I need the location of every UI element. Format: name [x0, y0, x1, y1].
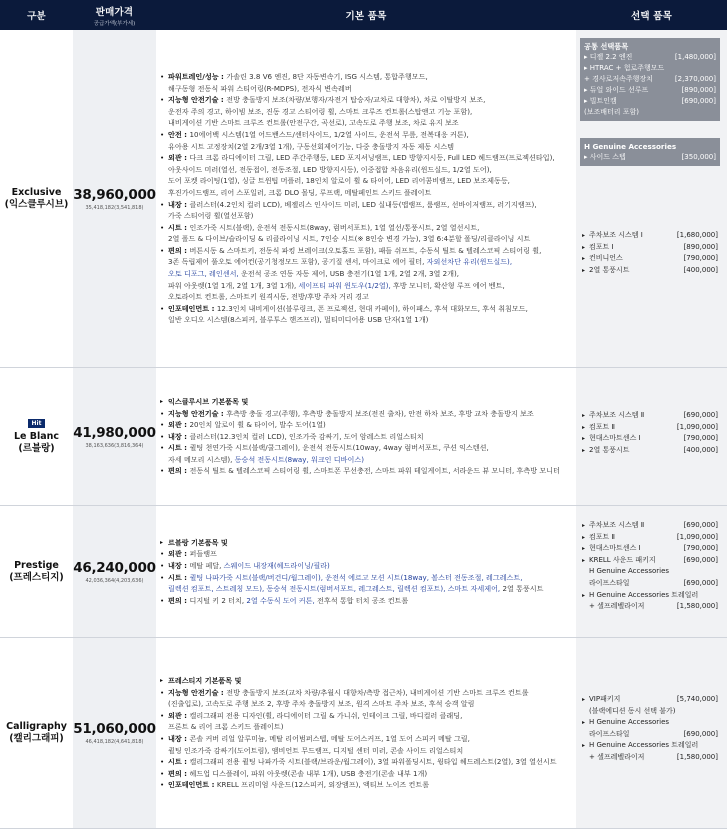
basic-item-text: 해구동형 전동식 파워 스티어링(R-MDPS), 전자식 변속레버	[168, 83, 352, 93]
basic-item-value: 12.3인치 내비게이션(블루링크, 폰 프로젝션, 현대 카페이), 하이패스, 후석 대화모드, 후석 취침모드,	[216, 303, 528, 313]
trim-price: 38,960,000	[73, 186, 156, 203]
option-item	[582, 242, 718, 254]
basic-item-line	[160, 233, 575, 245]
basic-item-text: 후진가이드램프, 리어 스포일러, 크롬 DLO 몰딩, 루프랙, 메탈페인트 스키드 플레이트	[168, 187, 432, 197]
genuine-option	[584, 152, 716, 163]
basic-item-value: 퀼팅 천연가죽 시트(블랙/쿨그레이), 운전석 전동시트(10way, 4way 럼버서포트, 쿠션 익스텐션,	[189, 443, 489, 453]
basic-item-text: 자세 메모리 시스템),	[168, 454, 235, 464]
basic-item-value: 캘리그래피 전용 디자인(휠, 라디에이터 그릴 & 가니쉬, 인테이크 그릴, 바디컬러 클래딩,	[189, 710, 463, 720]
header-price	[73, 0, 156, 30]
basic-item-text: 도어 포켓 라이팅(1열), 싱글 트윈팁 머플러, 18인치 알로이 휠 & 타이어, LED 리어콤비램프, LED 보조제동등,	[168, 176, 510, 186]
genuine-option-price: [350,000]	[681, 153, 716, 161]
trim-price-sub: 46,418,182(4,641,818)	[85, 739, 144, 745]
basic-item-line	[160, 465, 575, 477]
common-option-price: [890,000]	[681, 86, 716, 94]
basic-item-key: 편의 :	[168, 245, 190, 255]
basic-item-line	[160, 129, 575, 141]
basic-item-line	[160, 687, 575, 699]
genuine-accessories-box	[580, 138, 720, 166]
basic-items	[160, 368, 575, 505]
option-price: [1,680,000]	[676, 231, 718, 239]
option-label: H Genuine Accessories	[589, 567, 670, 576]
basic-item-key: 편의 :	[168, 595, 190, 605]
option-price: [400,000]	[683, 265, 718, 274]
option-item	[582, 706, 718, 718]
common-option-price: [2,370,000]	[674, 75, 716, 83]
table-header	[0, 0, 727, 30]
trim-name-kr: (익스클루시브)	[4, 198, 69, 210]
basic-item-key: 지능형 안전기술 :	[168, 687, 227, 697]
option-item	[582, 433, 718, 445]
basic-item-value: 전동식 틸트 & 텔레스코픽 스티어링 휠, 스마트폰 무선충전, 스마트 파워 테일게이트, 서라운드 뷰 모니터, 후측방 모니터	[189, 466, 560, 476]
basic-item-value: 클러스터(12.3인치 컬러 LCD), 인조가죽 감싸기, 도어 암레스트 리얼스티치	[189, 431, 424, 441]
common-options-box	[580, 38, 720, 121]
basic-item-line	[160, 164, 575, 176]
option-label: ▸ 주차보조 시스템 Ⅰ	[582, 230, 643, 242]
basic-item-key: 외관 :	[168, 710, 190, 720]
option-list	[582, 694, 718, 764]
option-label: ▸ 주차보조 시스템 Ⅱ	[582, 410, 644, 422]
option-price: [5,740,000]	[676, 695, 718, 703]
basic-item-line	[160, 117, 575, 129]
header-price-label: 판매가격	[95, 6, 134, 18]
basic-item-value: KRELL 프리미엄 사운드(12스피커, 외장앰프), 액티브 노이즈 컨트롤	[216, 780, 430, 790]
option-label: ▸ 2열 통풍시트	[582, 265, 630, 277]
option-list	[582, 520, 718, 613]
option-label: + 셀프레벨라이저	[589, 752, 645, 761]
basic-item-value: 다크 크롬 라디에이터 그릴, LED 주간주행등, LED 포지셔닝램프, LED 방향지시등, Full LED 헤드램프(프로젝션타입),	[189, 153, 555, 163]
option-label: ▸ 주차보조 시스템 Ⅱ	[582, 520, 644, 532]
option-item	[582, 520, 718, 532]
option-item	[582, 265, 718, 277]
option-item	[582, 555, 718, 567]
genuine-accessories-title: H Genuine Accessories	[584, 142, 677, 151]
option-item	[582, 740, 718, 752]
option-price: [690,000]	[683, 578, 718, 587]
basic-items	[160, 638, 575, 828]
common-option	[584, 96, 716, 107]
basic-item-value: 메탈 페달,	[189, 560, 224, 570]
option-label: + 셀프레벨라이저	[589, 602, 645, 611]
option-item	[582, 422, 718, 434]
basic-item-value: 클러스터(4.2인치 컬러 LCD), 베젤리스 인사이드 미러, LED 실내등(맵램프, 룸램프, 선바이저램프, 러기지램프),	[189, 199, 537, 209]
basic-item-line	[160, 583, 575, 595]
trim-name: Le Blanc	[13, 430, 60, 442]
trim-price-sub: 35,418,182(3,541,818)	[85, 204, 144, 211]
option-item	[582, 566, 718, 578]
trim-price: 46,240,000	[73, 559, 156, 576]
header-trim	[0, 0, 73, 30]
basic-item-text: 일반 오디오 시스템(8스피커, 블루투스 핸즈프리), 멀티미디어용 USB 단자(1열 1개)	[168, 315, 429, 325]
option-price: [790,000]	[683, 434, 718, 443]
basic-item-line	[160, 698, 575, 710]
basic-item-value: 전방 충돌방지 보조(교차 차량/추월시 대향차/측방 접근차), 내비게이션 기반 스마트 크루즈 컨트롤	[226, 687, 529, 697]
basic-item-line	[160, 779, 575, 791]
option-price: [1,580,000]	[676, 752, 718, 761]
common-options-title: 공통 선택품목	[584, 42, 629, 51]
common-option-label: ▸ 빌트인캠	[584, 97, 617, 105]
option-price: [790,000]	[683, 544, 718, 553]
basic-items	[160, 30, 575, 367]
basic-item-line	[160, 199, 575, 211]
basic-item-value: 헤드업 디스플레이, 파워 아웃렛(콘솔 내부 1개), USB 충전기(콘솔 내부 1개)	[189, 768, 428, 778]
option-item	[582, 532, 718, 544]
basic-item-highlight: 2열 수동식 도어 커튼,	[246, 595, 315, 605]
trim-name-kr: (캘리그래피)	[9, 733, 64, 744]
trim-price-sub: 42,036,364(4,203,636)	[85, 577, 144, 584]
basic-item-line	[160, 756, 575, 768]
basic-item-key: 편의 :	[168, 466, 190, 476]
trim-name: Exclusive	[11, 186, 62, 198]
basic-item-line	[160, 291, 575, 303]
basic-item-highlight: 동승석 전동시트(8way, 워크인 디바이스)	[234, 454, 364, 464]
basic-item-line	[160, 408, 575, 420]
basic-item-line	[160, 431, 575, 443]
basic-item-highlight: 스웨이드 내장재(헤드라이닝/필라)	[223, 560, 330, 570]
basic-item-line	[160, 572, 575, 584]
basic-item-key: 시트 :	[168, 222, 190, 232]
basic-item-key: 시트 :	[168, 757, 190, 767]
option-item	[582, 578, 718, 590]
option-label: 라이프스타일	[589, 578, 630, 587]
common-option-label: (보조배터리 포함)	[584, 108, 640, 116]
option-label: ▸ H Genuine Accessories	[582, 717, 669, 729]
common-option-label: + 경사로저속주행장치	[584, 75, 653, 83]
basic-item-highlight: 릴렉션 컴포트, 스트레칭 모드), 동승석 전동시트(럼버서포트, 레그레스트, 릴렉션 컴포트), 스마트 자세제어,	[168, 584, 501, 594]
option-label: 라이프스타일	[589, 729, 630, 738]
option-price: [1,580,000]	[676, 602, 718, 611]
basic-item-line	[160, 454, 575, 466]
option-label: ▸ KRELL 사운드 패키지	[582, 555, 656, 567]
header-options-label: 선택 품목	[630, 11, 672, 22]
basic-item-line	[160, 560, 575, 572]
trim-price-sub: 38,163,636(3,816,364)	[85, 442, 144, 449]
common-option	[584, 107, 716, 118]
option-price: [690,000]	[683, 555, 718, 564]
option-item	[582, 752, 718, 764]
basic-item-line	[160, 710, 575, 722]
basic-item-line	[160, 175, 575, 187]
option-label: (블랙에디션 동시 선택 불가)	[589, 706, 676, 715]
basic-item-highlight: 오토 디포그, 레인센서,	[168, 269, 239, 279]
basic-item-value: 콘솔 커버 리얼 알루미늄, 메탈 리어범퍼스텝, 메탈 도어스커프, 1열 도어 스피커 메탈 그릴,	[189, 734, 470, 743]
common-option	[584, 74, 716, 85]
basic-item-line	[160, 745, 575, 757]
basic-item-text: 유아용 시트 고정장치(2열 2개/3열 1개), 구동선회제어기능, 다중 충돌방지 자동 제동 시스템	[168, 141, 455, 151]
trim-name: Prestige	[14, 559, 59, 571]
basic-item-line	[160, 268, 575, 280]
header-options	[576, 0, 727, 30]
basic-item-key: 내장 :	[168, 560, 190, 570]
option-item	[582, 410, 718, 422]
basic-item-line	[160, 141, 575, 153]
common-option-price: [1,480,000]	[674, 53, 716, 61]
basic-item-highlight: 퀼팅 나파가죽 시트(블랙/버건디/웜그레이), 운전석 에르고 모션 시트(18way, 볼스터 전동조절, 레그레스트,	[189, 572, 523, 582]
common-option	[584, 52, 716, 63]
trim-name-cell	[0, 368, 73, 505]
price-cell	[73, 30, 156, 367]
common-option-label: ▸ 디젤 2.2 엔진	[584, 53, 633, 61]
basic-item-text: 가죽 스티어링 휠(열선포함)	[168, 211, 254, 221]
basic-item-key: 내장 :	[168, 734, 190, 743]
option-item	[582, 543, 718, 555]
trim-name-kr: (프레스티지)	[9, 571, 64, 583]
basic-item-line	[160, 280, 575, 292]
basic-items	[160, 506, 575, 637]
trim-name: Calligraphy	[6, 721, 67, 732]
basic-item-text: 파워 아웃렛(1열 1개, 2열 1개, 3열 1개),	[168, 280, 299, 290]
trim-name-kr: (르블랑)	[18, 442, 55, 454]
basic-item-key: 외관 :	[168, 420, 190, 430]
basic-item-value: 버튼시동 & 스마트키, 전동식 파킹 브레이크(오토홀드 포함), 패들 쉬프트, 수동식 틸트 & 텔레스코픽 스티어링 휠,	[189, 245, 542, 255]
option-item	[582, 253, 718, 265]
basic-item-text: 아웃사이드 미러(열선, 전동접이, 전동조절, LED 방향지시등), 이중접합 차음유리(윈드실드, 1/2열 도어),	[168, 164, 492, 174]
basic-item-text: 내비게이션 기반 스마트 크루즈 컨트롤(안전구간, 곡선로), 고속도로 주행 보조, 차로 유지 보조	[168, 118, 459, 128]
trim-price: 51,060,000	[73, 721, 156, 737]
basic-item-value: 디지털 키 2 터치,	[189, 595, 247, 605]
common-option-price: [690,000]	[681, 97, 716, 105]
basic-item-text: 운전석 공조 연동 자동 제어, USB 충전기(1열 1개, 2열 2개, 3열 2개),	[238, 269, 460, 279]
option-label: ▸ H Genuine Accessories 트레일러	[582, 740, 698, 752]
basic-item-line	[160, 721, 575, 733]
basic-item-line	[160, 106, 575, 118]
basic-item-line	[160, 210, 575, 222]
basic-item-text: 오토라이트 컨트롤, 스마트키 원격시동, 전방/후방 주차 거리 경고	[168, 292, 369, 302]
common-option	[584, 63, 716, 74]
option-label: ▸ H Genuine Accessories 트레일러	[582, 590, 698, 602]
header-trim-label: 구분	[27, 11, 46, 22]
option-price: [690,000]	[683, 521, 718, 529]
option-list	[582, 410, 718, 456]
basic-item-line	[160, 94, 575, 106]
genuine-option-label: ▸ 사이드 스텝	[584, 153, 626, 161]
basic-item-text: 퀼팅 인조가죽 감싸기(도어트림), 앰비언트 무드램프, 디지털 센터 미러, 콘솔 사이드 리얼스티치	[168, 745, 464, 755]
basic-item-line	[160, 256, 575, 268]
header-price-sub: 공급가액(부가세)	[93, 20, 136, 27]
common-option	[584, 85, 716, 96]
basic-item-line	[160, 187, 575, 199]
option-item	[582, 590, 718, 602]
option-label: ▸ 컴포트 Ⅱ	[582, 532, 615, 544]
basic-item-highlight: 자외선차단 유리(윈드실드),	[426, 257, 513, 267]
price-cell	[73, 368, 156, 505]
option-price: [1,090,000]	[676, 422, 718, 431]
basic-item-value: 캘리그래피 전용 퀼팅 나파가죽 시트(블랙/브라운/웜그레이), 3열 파워폴딩시트, 윙타입 헤드레스트(2열), 3열 열선시트	[189, 757, 557, 767]
basic-item-text: 전후석 통합 터치 공조 컨트롤	[314, 595, 409, 605]
option-price: [690,000]	[683, 411, 718, 419]
option-label: ▸ 2열 통풍시트	[582, 445, 630, 457]
basic-heading: ▸ 프레스티지 기본품목 및	[160, 675, 575, 687]
trim-price: 41,980,000	[73, 424, 156, 441]
option-price: [1,090,000]	[676, 532, 718, 541]
basic-item-text: 후방 모니터, 확산형 루프 에어 벤트,	[390, 280, 505, 290]
basic-item-key: 내장 :	[168, 431, 190, 441]
price-cell	[73, 638, 156, 828]
basic-item-key: 안전 :	[168, 129, 190, 139]
option-item	[582, 230, 718, 242]
basic-item-value: 인조가죽 시트(블랙), 운전석 전동시트(8way, 럼버서포트), 1열 열선/통풍시트, 2열 열선시트,	[189, 222, 480, 232]
basic-item-key: 외관 :	[168, 549, 190, 559]
common-option-label: ▸ HTRAC + 험로주행모드	[584, 64, 665, 72]
trim-name-cell	[0, 638, 73, 828]
basic-item-line	[160, 152, 575, 164]
option-price: [790,000]	[683, 254, 718, 263]
option-price: [890,000]	[683, 242, 718, 251]
basic-heading: ▸ 익스클루시브 기본품목 및	[160, 396, 575, 408]
option-label: ▸ 현대스마트센스 Ⅰ	[582, 543, 641, 555]
option-price: [400,000]	[683, 445, 718, 454]
basic-item-line	[160, 595, 575, 607]
option-label: ▸ VIP패키지	[582, 694, 620, 706]
basic-item-text: 2열 폴드 & 다이브/슬라이딩 & 리클라이닝 시트, 7인승 시트(※ 8인승 변경 가능), 3열 6:4분할 폴딩/리클라이닝 시트	[168, 234, 531, 244]
basic-item-value: 전방 충돌방지 보조(차량/보행자/자전거 탑승자/교차로 대향차), 차로 이탈방지 보조,	[226, 95, 486, 105]
basic-item-value: 가솔린 3.8 V6 엔진, 8단 자동변속기, ISG 시스템, 통합주행모드,	[226, 71, 428, 81]
basic-item-line	[160, 83, 575, 95]
option-label: ▸ 현대스마트센스 Ⅰ	[582, 433, 641, 445]
basic-item-text: 3존 독립제어 풀오토 에어컨(공기청정모드 포함), 공기질 센서, 마이크로 에어 필터,	[168, 257, 427, 267]
basic-item-key: 지능형 안전기술 :	[168, 408, 227, 418]
basic-item-line	[160, 245, 575, 257]
basic-item-value: 후측방 충돌 경고(주행), 후측방 충돌방지 보조(전진 출차), 안전 하차 보조, 후방 교차 충돌방지 보조	[226, 408, 534, 418]
basic-item-key: 지능형 안전기술 :	[168, 95, 227, 105]
option-price: [690,000]	[683, 729, 718, 738]
basic-item-line	[160, 303, 575, 315]
basic-item-key: 인포테인먼트 :	[168, 780, 217, 790]
hit-badge: Hit	[28, 419, 46, 428]
basic-item-value: 퍼들램프	[189, 549, 217, 559]
option-item	[582, 729, 718, 741]
option-item	[582, 601, 718, 613]
option-item	[582, 717, 718, 729]
basic-item-line	[160, 733, 575, 745]
basic-item-key: 시트 :	[168, 443, 190, 453]
basic-item-line	[160, 314, 575, 326]
basic-item-text: 운전자 주의 경고, 하이빔 보조, 진동 경고 스티어링 휠, 스마트 크루즈 컨트롤(스탑앤고 기능 포함),	[168, 106, 473, 116]
basic-item-key: 시트 :	[168, 572, 190, 582]
header-basic-label: 기본 품목	[345, 11, 387, 22]
option-label: ▸ 컴포트 Ⅱ	[582, 422, 615, 434]
basic-item-key: 편의 :	[168, 768, 190, 778]
basic-item-text: 프론트 & 리어 크롬 스키드 플레이트)	[168, 722, 284, 732]
basic-item-key: 파워트레인/성능 :	[168, 71, 227, 81]
price-cell	[73, 506, 156, 637]
option-label: ▸ 컨비니언스	[582, 253, 623, 265]
basic-item-line	[160, 419, 575, 431]
trim-name-cell	[0, 30, 73, 367]
basic-item-line	[160, 442, 575, 454]
basic-item-key: 인포테인먼트 :	[168, 303, 217, 313]
option-item	[582, 445, 718, 457]
option-label: ▸ 컴포트 Ⅰ	[582, 242, 614, 254]
basic-item-highlight: 세이프티 파워 윈도우(1/2열),	[298, 280, 391, 290]
basic-item-line	[160, 768, 575, 780]
basic-heading: ▸ 르블랑 기본품목 및	[160, 537, 575, 549]
option-list	[582, 230, 718, 276]
option-item	[582, 694, 718, 706]
basic-item-value: 10에어백 시스템(1열 어드밴스드/센터사이드, 1/2열 사이드, 운전석 무릎, 전복대응 커튼),	[189, 129, 469, 139]
basic-item-text: (진출입로), 고속도로 주행 보조 2, 후방 주차 충돌방지 보조, 원격 스마트 주차 보조, 후석 승객 알림	[168, 699, 475, 709]
common-option-label: ▸ 듀얼 와이드 선루프	[584, 86, 649, 94]
basic-item-line	[160, 548, 575, 560]
basic-item-value: 20인치 알로이 휠 & 타이어, 발수 도어(1열)	[189, 420, 326, 430]
header-basic	[156, 0, 576, 30]
basic-item-key: 내장 :	[168, 199, 190, 209]
basic-item-line	[160, 222, 575, 234]
basic-item-key: 외관 :	[168, 153, 190, 163]
basic-item-line	[160, 71, 575, 83]
basic-item-text: 2열 통풍시트	[500, 584, 544, 594]
trim-name-cell	[0, 506, 73, 637]
